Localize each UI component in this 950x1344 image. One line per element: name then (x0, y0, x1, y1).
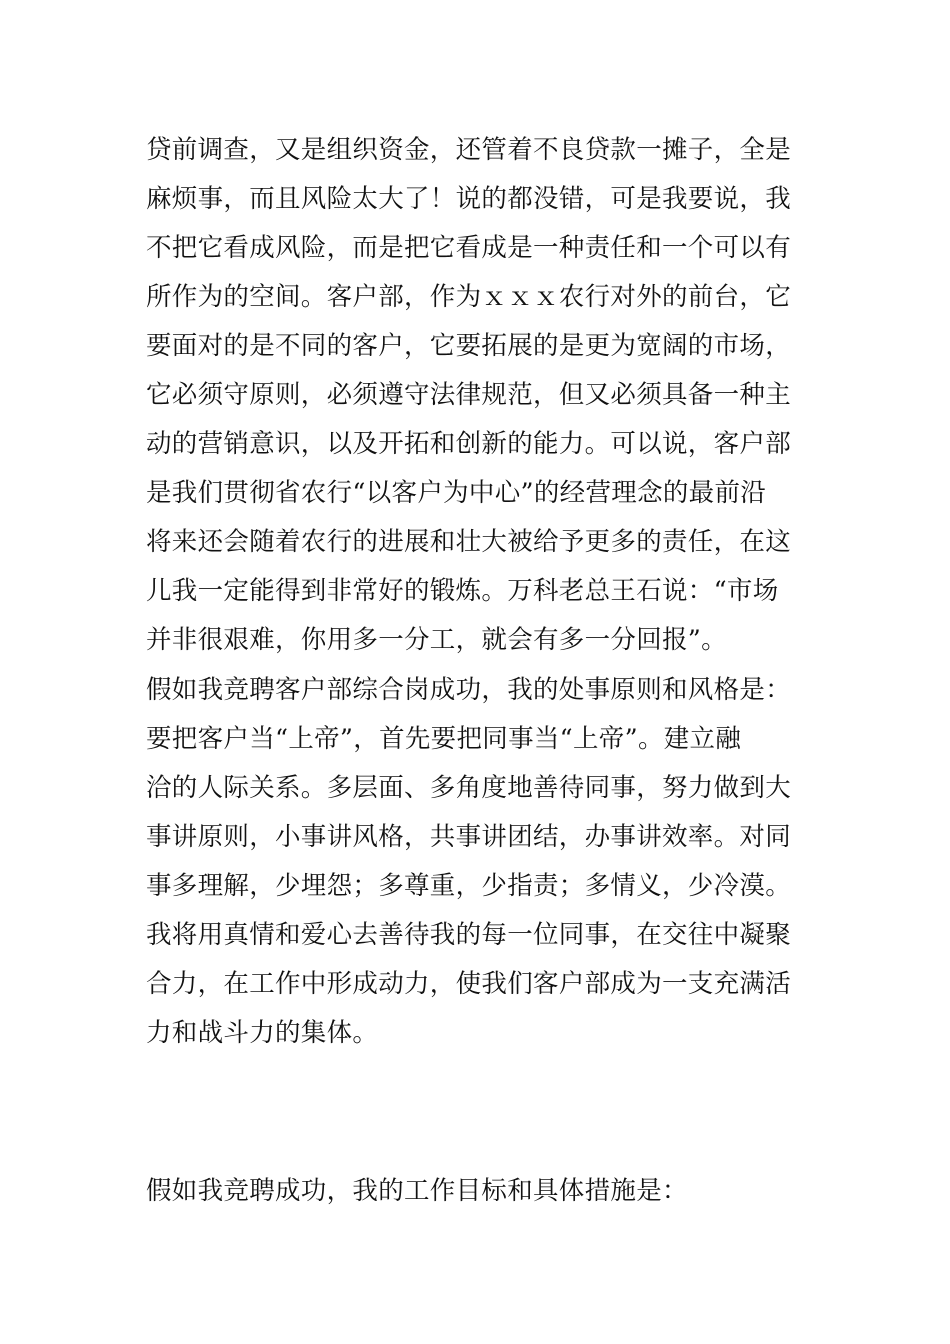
text-line: 我将用真情和爱心去善待我的每一位同事，在交往中凝聚 (146, 920, 792, 950)
text-line: 儿我一定能得到非常好的锻炼。万科老总王石说：“市场 (146, 576, 779, 606)
text-line: 力和战斗力的集体。 (146, 1018, 379, 1048)
text-line: 将来还会随着农行的进展和壮大被给予更多的责任，在这 (146, 527, 792, 557)
text-line: 事多理解，少埋怨；多尊重，少指责；多情义，少冷漠。 (146, 871, 792, 901)
text-line: 假如我竞聘客户部综合岗成功，我的处事原则和风格是： (146, 675, 792, 705)
text-line: 是我们贯彻省农行“以客户为中心”的经营理念的最前沿 (146, 478, 767, 508)
paragraph-work-goals-intro (146, 1167, 826, 1216)
paragraph-work-principles (146, 666, 826, 1058)
text-line: 合力，在工作中形成动力，使我们客户部成为一支充满活 (146, 969, 792, 999)
text-line: 它必须守原则，必须遵守法律规范，但又必须具备一种主 (146, 380, 792, 410)
text-line: 要面对的是不同的客户，它要拓展的是更为宽阔的市场， (146, 331, 792, 361)
paragraph-customer-department (146, 126, 826, 665)
text-line: 事讲原则，小事讲风格，共事讲团结，办事讲效率。对同 (146, 822, 792, 852)
text-line: 动的营销意识，以及开拓和创新的能力。可以说，客户部 (146, 429, 792, 459)
text-line: 要把客户当“上帝”，首先要把同事当“上帝”。建立融 (146, 724, 742, 754)
text-line: 不把它看成风险，而是把它看成是一种责任和一个可以有 (146, 233, 792, 263)
text-line: 麻烦事，而且风险太大了！说的都没错，可是我要说，我 (146, 184, 792, 214)
text-line: 并非很艰难，你用多一分工，就会有多一分回报”。 (146, 625, 727, 655)
text-line: 所作为的空间。客户部，作为ｘｘｘ农行对外的前台，它 (146, 282, 792, 312)
text-line: 假如我竞聘成功，我的工作目标和具体措施是： (146, 1176, 688, 1206)
text-line: 洽的人际关系。多层面、多角度地善待同事，努力做到大 (146, 773, 792, 803)
text-line: 贷前调查，又是组织资金，还管着不良贷款一摊子，全是 (146, 135, 792, 165)
